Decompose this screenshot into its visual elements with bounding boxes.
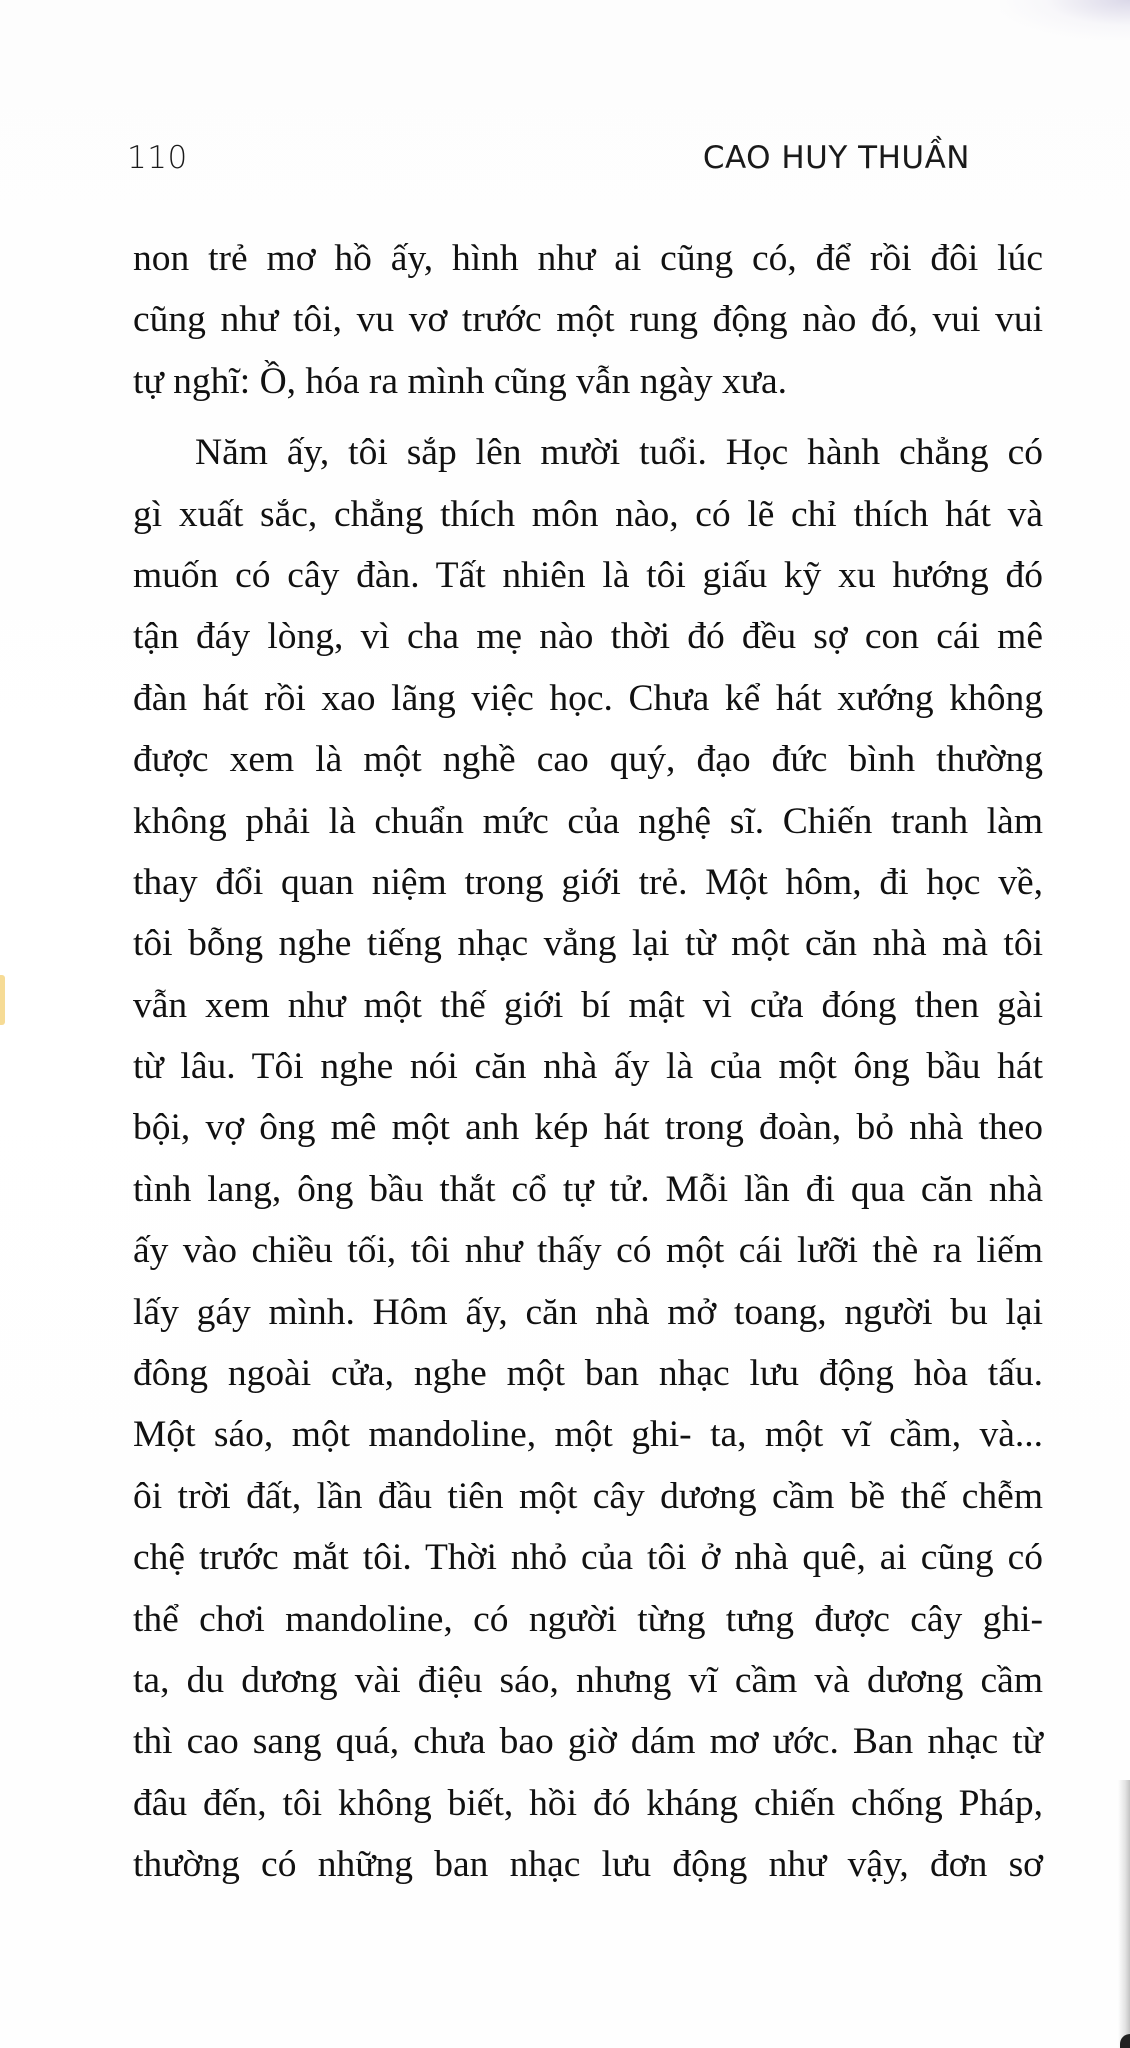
text-line: ôi trời đất, lần đầu tiên một cây dương cầm bề thế chễm — [133, 1475, 1043, 1517]
text-line: Một sáo, một mandoline, một ghi- ta, một vĩ cầm, và... — [133, 1414, 1043, 1456]
text-line: Năm ấy, tôi sắp lên mười tuổi. Học hành chẳng có — [195, 432, 1043, 474]
author-name: CAO HUY THUẦN — [702, 140, 970, 176]
text-line: tôi bỗng nghe tiếng nhạc vẳng lại từ một căn nhà mà tôi — [133, 923, 1043, 965]
text-line: thể chơi mandoline, có người từng tưng được cây ghi- — [133, 1598, 1043, 1640]
page-corner-shadow — [1000, 0, 1130, 40]
text-line: bội, vợ ông mê một anh kép hát trong đoàn, bỏ nhà theo — [133, 1107, 1043, 1149]
text-line: đông ngoài cửa, nghe một ban nhạc lưu động hòa tấu. — [133, 1353, 1043, 1395]
text-line: thì cao sang quá, chưa bao giờ dám mơ ước. Ban nhạc từ — [133, 1721, 1043, 1763]
page-edge-shadow — [1118, 1780, 1130, 2048]
text-line: vẫn xem như một thế giới bí mật vì cửa đóng then gài — [133, 984, 1043, 1026]
text-line: chệ trước mắt tôi. Thời nhỏ của tôi ở nhà quê, ai cũng có — [133, 1537, 1043, 1579]
paragraph-gap — [133, 412, 1043, 422]
text-line: thay đổi quan niệm trong giới trẻ. Một hôm, đi học về, — [133, 861, 1043, 903]
paragraph-2 — [133, 422, 1043, 1895]
text-line: tự nghĩ: Ồ, hóa ra mình cũng vẫn ngày xưa. — [133, 360, 788, 402]
running-header — [0, 140, 1130, 180]
text-line: đâu đến, tôi không biết, hồi đó kháng chiến chống Pháp, — [133, 1782, 1043, 1824]
body-text — [133, 228, 1043, 1896]
text-line: non trẻ mơ hồ ấy, hình như ai cũng có, để rồi đôi lúc — [133, 238, 1043, 279]
text-line: từ lâu. Tôi nghe nói căn nhà ấy là của một ông bầu hát — [133, 1046, 1043, 1088]
text-line: ấy vào chiều tối, tôi như thấy có một cái lưỡi thè ra liếm — [133, 1230, 1043, 1272]
text-line: cũng như tôi, vu vơ trước một rung động nào đó, vui vui — [133, 299, 1043, 341]
text-line: ta, du dương vài điệu sáo, nhưng vĩ cầm và dương cầm — [133, 1659, 1043, 1701]
text-line: lấy gáy mình. Hôm ấy, căn nhà mở toang, người bu lại — [133, 1291, 1043, 1333]
page-edge-tab — [0, 975, 5, 1025]
text-line: tình lang, ông bầu thắt cổ tự tử. Mỗi lần đi qua căn nhà — [133, 1168, 1043, 1210]
text-line: thường có những ban nhạc lưu động như vậy, đơn sơ — [133, 1844, 1043, 1886]
paragraph-1 — [133, 228, 1043, 412]
text-line: được xem là một nghề cao quý, đạo đức bình thường — [133, 739, 1043, 781]
text-line: đàn hát rồi xao lãng việc học. Chưa kể hát xướng không — [133, 677, 1043, 719]
text-line: gì xuất sắc, chẳng thích môn nào, có lẽ chỉ thích hát và — [133, 493, 1043, 535]
text-line: không phải là chuẩn mức của nghệ sĩ. Chiến tranh làm — [133, 800, 1043, 842]
text-line: muốn có cây đàn. Tất nhiên là tôi giấu kỹ xu hướng đó — [133, 554, 1043, 596]
page-number: 110 — [127, 140, 188, 176]
text-line: tận đáy lòng, vì cha mẹ nào thời đó đều sợ con cái mê — [133, 616, 1043, 658]
